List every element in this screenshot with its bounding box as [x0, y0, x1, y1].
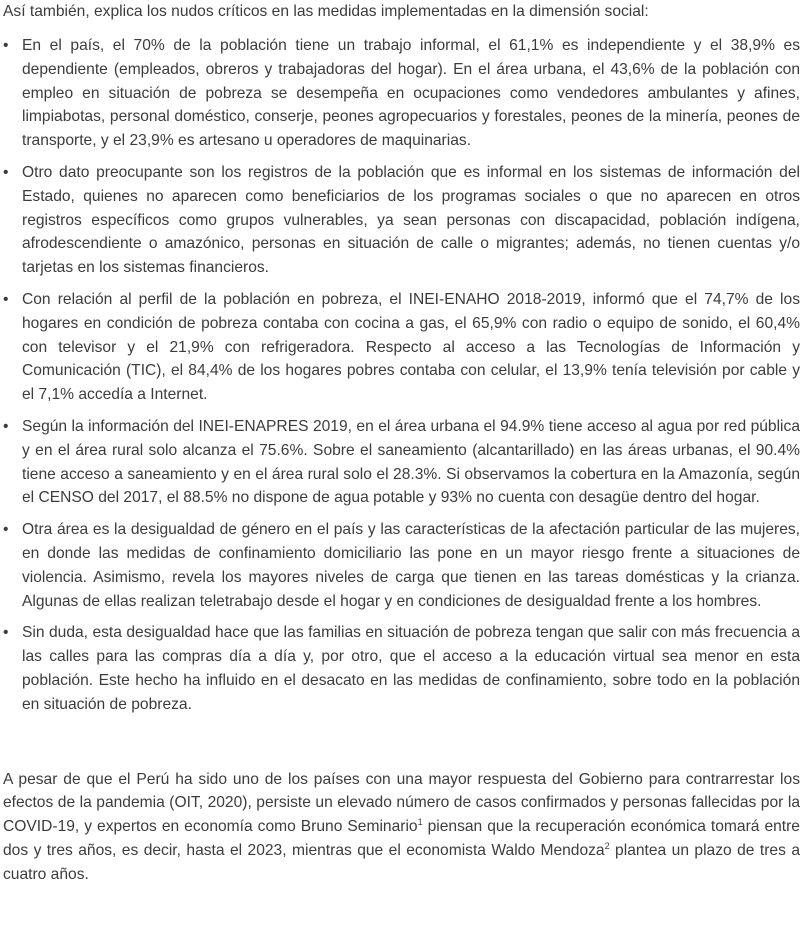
list-item-text: En el país, el 70% de la población tiene un trabajo informal, el 61,1% es independiente y el 38,9% es dependiente (empleados, obreros y trabajadoras del hogar). En el área urbana, el 43,6% de la población con empleo en situación de pobreza se desempeña en ocupaciones como vendedores ambulantes y afines, limpiabotas, personal doméstico, conserje, peones agropecuarios y forestales, peones de la minería, peones de transporte, y el 23,9% es artesano u operadores de maquinarias. [22, 37, 800, 150]
list-item-text: Con relación al perfil de la población en pobreza, el INEI-ENAHO 2018-2019, informó que el 74,7% de los hogares en condición de pobreza contaba con cocina a gas, el 65,9% con radio o equipo de sonido, el 60,4% con televisor y el 21,9% con refrigeradora. Respecto al acceso a las Tecnologías de Información y Comunicación (TIC), el 84,4% de los hogares pobres contaba con celular, el 13,9% tenía televisión por cable y el 7,1% accedía a Internet. [22, 290, 800, 404]
bullet-dot-icon: • [3, 290, 9, 308]
bullet-dot-icon: • [3, 37, 9, 54]
list-item [0, 34, 800, 153]
list-item-text: Según la información del INEI-ENAPRES 2019, en el área urbana el 94.9% tiene acceso al agua por red pública y en el área rural solo alcanza el 75.6%. Sobre el saneamiento (alcantarillado) en las áreas urbanas, el 90.4% tiene acceso a saneamiento y en el área rural solo el 28.3%. Si observamos la cobertura en la Amazonía, según el CENSO del 2017, el 88.5% no dispone de agua potable y 93% no cuenta con desagüe dentro del hogar. [22, 417, 800, 507]
list-item [0, 415, 800, 510]
closing-text-part3: plantea un plazo de tres a cuatro años. [3, 841, 800, 883]
list-item [0, 518, 800, 613]
closing-paragraph [0, 768, 800, 887]
bullet-dot-icon: • [3, 163, 9, 181]
list-item [0, 288, 800, 407]
intro-paragraph: Así también, explica los nudos críticos en las medidas implementadas en la dimensión social: [3, 3, 649, 20]
list-item-text: Otra área es la desigualdad de género en el país y las características de la afectación particular de las mujeres, en donde las medidas de confinamiento domiciliario las pone en un mayor riesgo frente a situaciones de violencia. Asimismo, revela los mayores niveles de carga que tienen en las tareas domésticas y la crianza. Algunas de ellas realizan teletrabajo desde el hogar y en condiciones de desigualdad frente a los hombres. [22, 521, 800, 610]
bullet-dot-icon: • [3, 624, 9, 642]
list-item [0, 621, 800, 716]
bullet-list [0, 34, 800, 717]
closing-text-part2: piensan que la recuperación económica tomará entre dos y tres años, es decir, hasta el 2023, mientras que el economista Waldo Mendoza [3, 818, 800, 859]
list-item-text: Sin duda, esta desigualdad hace que las familias en situación de pobreza tengan que salir con más frecuencia a las calles para las compras día a día y, por otro, que el acceso a la educación virtual sea menor en esta población. Este hecho ha influido en el desacato en las medidas de confinamiento, sobre todo en la población en situación de pobreza. [22, 624, 800, 713]
list-item [0, 161, 800, 280]
bullet-dot-icon: • [3, 417, 9, 435]
bullet-dot-icon: • [3, 521, 9, 539]
list-item-text: Otro dato preocupante son los registros de la población que es informal en los sistemas de información del Estado, quienes no aparecen como beneficiarios de los programas sociales o que no aparecen en otros registros específicos como grupos vulnerables, ya sean personas con discapacidad, población indígena, afrodescendiente o amazónico, personas en situación de calle o migrantes; además, no tienen cuentas y/o tarjetas en los sistemas financieros. [22, 163, 800, 277]
closing-text-part1: A pesar de que el Perú ha sido uno de los países con una mayor respuesta del Gobierno para contrarrestar los efectos de la pandemia (OIT, 2020), persiste un elevado número de casos confirmados y personas fallecidas por la COVID-19, y expertos en economía como Bruno Seminario [3, 770, 800, 836]
footnote-marker-2[interactable]: 2 [604, 840, 610, 851]
footnote-marker-1[interactable]: 1 [417, 816, 423, 827]
